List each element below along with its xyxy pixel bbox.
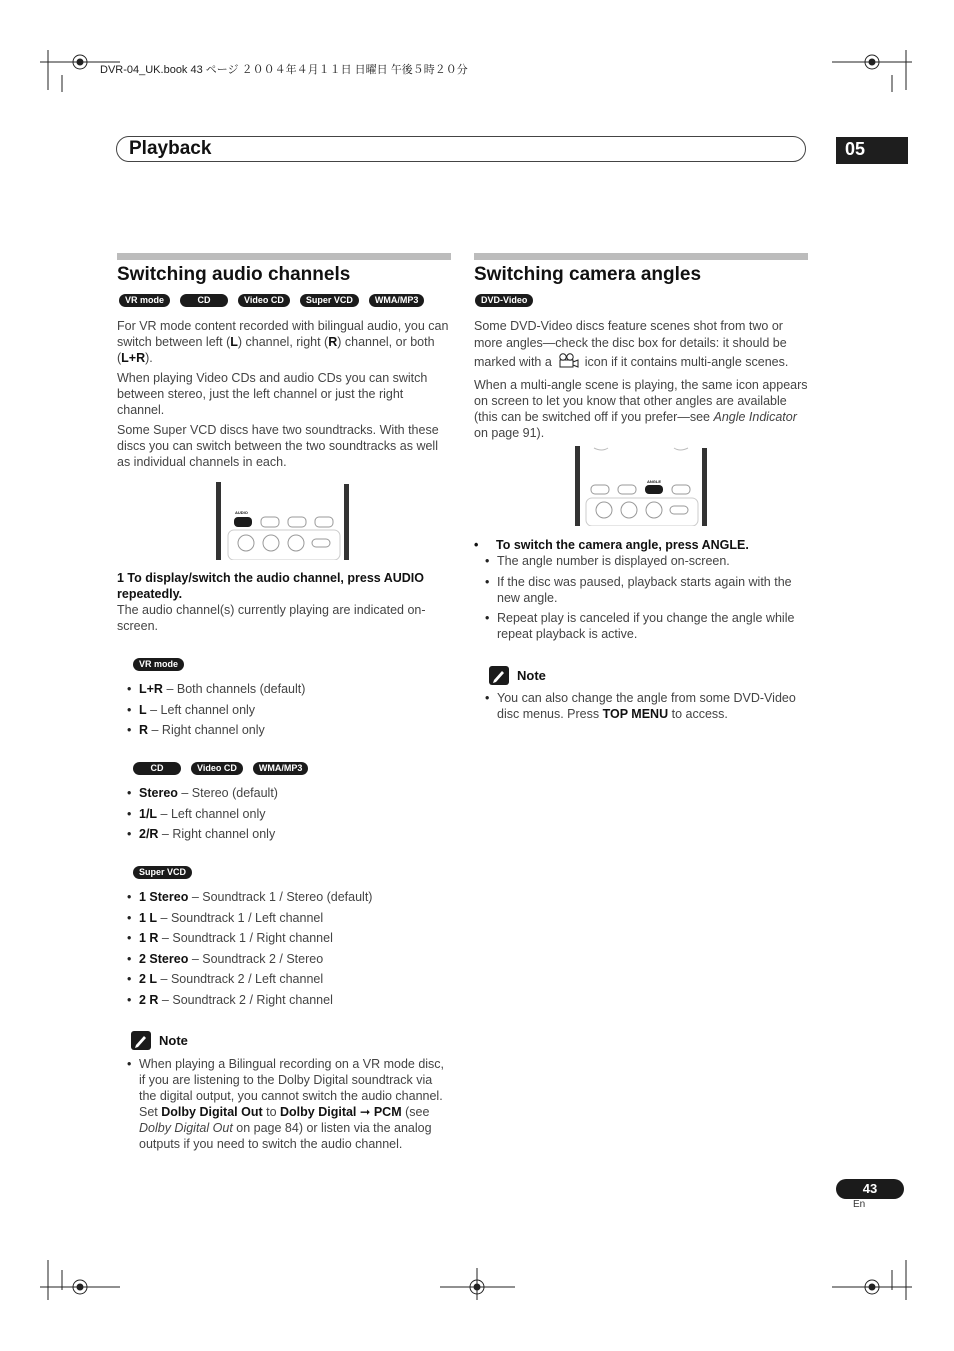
paragraph: Some DVD-Video discs feature scenes shot from two or more angles—check the disc box for details: it should be marked with a icon if it contains multi-angle scenes. — [474, 318, 808, 373]
format-badge: DVD-Video — [475, 294, 533, 307]
page-number: 43 — [836, 1179, 904, 1199]
format-badge: VR mode — [119, 294, 170, 307]
format-badges — [475, 294, 533, 307]
step-description: The audio channel(s) currently playing are indicated on-screen. — [117, 603, 426, 633]
list-item: • 1 R – Soundtrack 1 / Right channel — [127, 930, 447, 946]
list-item: • Stereo – Stereo (default) — [127, 785, 447, 801]
list-item: • 2 L – Soundtrack 2 / Left channel — [127, 971, 447, 987]
list-item: • L+R – Both channels (default) — [127, 681, 447, 697]
note-item: • When playing a Bilingual recording on a VR mode disc, if you are listening to the Dolby Digital soundtrack via the digital output, you cannot switch the audio channel. Set Dolby Digital Out to Dolby Digital ➞ PCM (see Dolby Digital Out on page 84) or listen via the analog outputs if you need to switch the audio channel. — [127, 1056, 451, 1152]
camera-step-list — [485, 553, 807, 647]
format-badge: WMA/MP3 — [369, 294, 425, 307]
svcd-badge-row — [133, 866, 192, 879]
vr-channel-list — [127, 681, 447, 743]
format-badges — [119, 294, 424, 307]
section-title: Switching audio channels — [117, 264, 351, 285]
remote-illustration — [216, 482, 352, 560]
camera-note-list — [485, 690, 807, 727]
audio-button-label: AUDIO — [235, 510, 248, 515]
section-title: Switching camera angles — [474, 264, 702, 285]
list-item: • 2 R – Soundtrack 2 / Right channel — [127, 992, 447, 1008]
angle-button-label: ANGLE — [647, 479, 661, 484]
list-item: • The angle number is displayed on-screen. — [485, 553, 807, 569]
chapter-number: 05 — [836, 137, 908, 164]
format-badge: Video CD — [191, 762, 243, 775]
remote-drawing — [216, 482, 352, 560]
format-badge: CD — [180, 294, 228, 307]
cd-badge-row — [133, 762, 308, 775]
list-item: • R – Right channel only — [127, 722, 447, 738]
format-badge: VR mode — [133, 658, 184, 671]
section-header-title: Playback — [129, 138, 212, 159]
note-heading — [489, 666, 546, 685]
vr-badge-row — [133, 658, 184, 671]
note-title: Note — [517, 668, 546, 683]
note-heading — [131, 1031, 188, 1050]
svcd-channel-list — [127, 889, 447, 1012]
list-item: • 1 L – Soundtrack 1 / Left channel — [127, 910, 447, 926]
section-rule — [117, 253, 451, 260]
remote-illustration — [574, 446, 710, 526]
format-badge: Video CD — [238, 294, 290, 307]
step-instruction: 1 To display/switch the audio channel, press AUDIO repeatedly. — [117, 571, 425, 601]
paragraph: For VR mode content recorded with bilingual audio, you can switch between left (L) channel, right (R) channel, or both (L+R). — [117, 319, 449, 365]
remote-drawing — [574, 446, 710, 526]
audio-note-list — [127, 1056, 451, 1157]
list-item: • Repeat play is canceled if you change the angle while repeat playback is active. — [485, 610, 807, 642]
pencil-icon — [131, 1031, 151, 1050]
paragraph: When a multi-angle scene is playing, the same icon appears on screen to let you know that other angles are available (this can be switched off if you prefer—see Angle Indicator on page 91). — [474, 378, 808, 440]
camera-angle-icon — [557, 352, 579, 373]
list-item: • L – Left channel only — [127, 702, 447, 718]
list-item: • 1/L – Left channel only — [127, 806, 447, 822]
pencil-icon — [489, 666, 509, 685]
print-header: DVR-04_UK.book 43 ページ ２００４年４月１１日 日曜日 午後５時２０分 — [100, 64, 468, 76]
language-label: En — [853, 1199, 866, 1210]
list-item: • 2/R – Right channel only — [127, 826, 447, 842]
list-item: • 2 Stereo – Soundtrack 2 / Stereo — [127, 951, 447, 967]
format-badge: CD — [133, 762, 181, 775]
audio-intro — [117, 318, 451, 474]
paragraph: When playing Video CDs and audio CDs you can switch between stereo, just the left channel or just the right channel. — [117, 371, 428, 417]
step-instruction: • To switch the camera angle, press ANGLE. — [474, 538, 749, 552]
paragraph: Some Super VCD discs have two soundtracks. With these discs you can switch between the two soundtracks as well as individual channels in each. — [117, 423, 439, 469]
format-badge: Super VCD — [133, 866, 192, 879]
note-title: Note — [159, 1033, 188, 1048]
cd-channel-list — [127, 785, 447, 847]
format-badge: WMA/MP3 — [253, 762, 309, 775]
header-bar — [116, 136, 806, 162]
note-item: • You can also change the angle from some DVD-Video disc menus. Press TOP MENU to access. — [485, 690, 807, 722]
list-item: • If the disc was paused, playback starts again with the new angle. — [485, 574, 807, 606]
format-badge: Super VCD — [300, 294, 359, 307]
section-rule — [474, 253, 808, 260]
camera-intro — [474, 318, 808, 445]
list-item: • 1 Stereo – Soundtrack 1 / Stereo (default) — [127, 889, 447, 905]
